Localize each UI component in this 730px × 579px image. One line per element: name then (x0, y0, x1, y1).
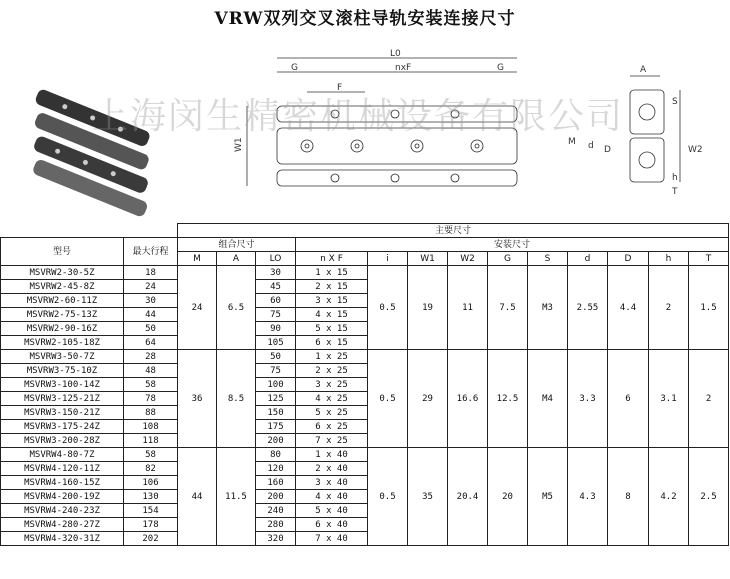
model-cell: MSVRW4-200-19Z (1, 490, 124, 504)
model-cell: MSVRW2-45-8Z (1, 280, 124, 294)
model-cell: MSVRW2-30-5Z (1, 266, 124, 280)
T-cell: 1.5 (689, 266, 729, 350)
stroke-cell: 64 (124, 336, 178, 350)
stroke-cell: 18 (124, 266, 178, 280)
d-cell: 4.3 (568, 448, 608, 546)
column-header: i (368, 252, 408, 266)
LO-cell: 80 (256, 448, 296, 462)
A-cell: 8.5 (217, 350, 256, 448)
D-cell: 6 (608, 350, 649, 448)
svg-text:W1: W1 (234, 137, 244, 152)
stroke-cell: 154 (124, 504, 178, 518)
nxf-cell: 4 x 40 (296, 490, 368, 504)
nxf-cell: 7 x 25 (296, 434, 368, 448)
watermark: 上海闵生精密机械设备有限公司 (92, 96, 625, 137)
stroke-cell: 58 (124, 448, 178, 462)
svg-text:W2: W2 (688, 145, 703, 155)
svg-text:D: D (604, 145, 611, 155)
svg-text:F: F (337, 83, 343, 93)
D-cell: 8 (608, 448, 649, 546)
model-cell: MSVRW3-75-10Z (1, 364, 124, 378)
G-cell: 12.5 (488, 350, 528, 448)
LO-cell: 105 (256, 336, 296, 350)
nxf-cell: 5 x 25 (296, 406, 368, 420)
nxf-cell: 1 x 15 (296, 266, 368, 280)
A-cell: 11.5 (217, 448, 256, 546)
column-header: LO (256, 252, 296, 266)
column-header: n X F (296, 252, 368, 266)
W2-cell: 20.4 (448, 448, 488, 546)
svg-text:h: h (672, 173, 678, 183)
svg-text:S: S (672, 97, 678, 107)
LO-cell: 75 (256, 308, 296, 322)
LO-cell: 100 (256, 378, 296, 392)
stroke-cell: 106 (124, 476, 178, 490)
nxf-cell: 1 x 40 (296, 448, 368, 462)
svg-text:M: M (568, 137, 576, 147)
column-header: T (689, 252, 729, 266)
M-cell: 36 (178, 350, 217, 448)
nxf-cell: 7 x 40 (296, 532, 368, 546)
model-cell: MSVRW4-80-7Z (1, 448, 124, 462)
nxf-cell: 2 x 15 (296, 280, 368, 294)
LO-cell: 200 (256, 490, 296, 504)
i-cell: 0.5 (368, 350, 408, 448)
stroke-cell: 24 (124, 280, 178, 294)
stroke-cell: 118 (124, 434, 178, 448)
model-cell: MSVRW2-105-18Z (1, 336, 124, 350)
column-header: W2 (448, 252, 488, 266)
stroke-cell: 28 (124, 350, 178, 364)
nxf-cell: 1 x 25 (296, 350, 368, 364)
model-cell: MSVRW2-60-11Z (1, 294, 124, 308)
model-cell: MSVRW4-120-11Z (1, 462, 124, 476)
spec-table (0, 223, 729, 546)
nxf-cell: 3 x 25 (296, 378, 368, 392)
stroke-cell: 30 (124, 294, 178, 308)
M-cell: 24 (178, 266, 217, 350)
nxf-cell: 2 x 40 (296, 462, 368, 476)
i-cell: 0.5 (368, 266, 408, 350)
table-row (1, 266, 729, 280)
d-cell: 2.55 (568, 266, 608, 350)
S-cell: M4 (528, 350, 568, 448)
stroke-cell: 82 (124, 462, 178, 476)
group-install-header: 安装尺寸 (296, 238, 729, 252)
nxf-cell: 2 x 25 (296, 364, 368, 378)
A-cell: 6.5 (217, 266, 256, 350)
T-cell: 2 (689, 350, 729, 448)
group-main-header: 主要尺寸 (178, 224, 729, 238)
svg-text:T: T (672, 187, 678, 197)
svg-text:d: d (588, 141, 594, 151)
model-cell: MSVRW3-100-14Z (1, 378, 124, 392)
svg-text:A: A (640, 65, 647, 75)
column-header: S (528, 252, 568, 266)
LO-cell: 75 (256, 364, 296, 378)
h-cell: 3.1 (649, 350, 689, 448)
svg-text:nxF: nxF (395, 63, 412, 73)
model-cell: MSVRW2-90-16Z (1, 322, 124, 336)
D-cell: 4.4 (608, 266, 649, 350)
column-header: d (568, 252, 608, 266)
svg-text:G: G (497, 63, 504, 73)
column-header: W1 (408, 252, 448, 266)
S-cell: M3 (528, 266, 568, 350)
G-cell: 7.5 (488, 266, 528, 350)
nxf-cell: 6 x 25 (296, 420, 368, 434)
header-row (1, 224, 729, 238)
model-header: 型号 (1, 238, 124, 266)
LO-cell: 160 (256, 476, 296, 490)
W2-cell: 16.6 (448, 350, 488, 448)
model-cell: MSVRW3-125-21Z (1, 392, 124, 406)
model-cell: MSVRW3-175-24Z (1, 420, 124, 434)
LO-cell: 320 (256, 532, 296, 546)
stroke-cell: 48 (124, 364, 178, 378)
model-cell: MSVRW4-160-15Z (1, 476, 124, 490)
nxf-cell: 4 x 25 (296, 392, 368, 406)
LO-cell: 125 (256, 392, 296, 406)
W1-cell: 19 (408, 266, 448, 350)
column-header: G (488, 252, 528, 266)
LO-cell: 50 (256, 350, 296, 364)
M-cell: 44 (178, 448, 217, 546)
stroke-cell: 178 (124, 518, 178, 532)
column-header: D (608, 252, 649, 266)
header-row (1, 238, 729, 252)
nxf-cell: 6 x 40 (296, 518, 368, 532)
model-cell: MSVRW3-200-28Z (1, 434, 124, 448)
stroke-cell: 130 (124, 490, 178, 504)
model-cell: MSVRW4-240-23Z (1, 504, 124, 518)
W1-cell: 35 (408, 448, 448, 546)
model-cell: MSVRW4-320-31Z (1, 532, 124, 546)
nxf-cell: 5 x 15 (296, 322, 368, 336)
LO-cell: 120 (256, 462, 296, 476)
i-cell: 0.5 (368, 448, 408, 546)
model-cell: MSVRW2-75-13Z (1, 308, 124, 322)
column-header: h (649, 252, 689, 266)
svg-text:G: G (291, 63, 298, 73)
stroke-cell: 88 (124, 406, 178, 420)
stroke-cell: 58 (124, 378, 178, 392)
group-assembly-header: 组合尺寸 (178, 238, 296, 252)
nxf-cell: 6 x 15 (296, 336, 368, 350)
stroke-cell: 202 (124, 532, 178, 546)
table-row (1, 448, 729, 462)
nxf-cell: 4 x 15 (296, 308, 368, 322)
page-title: VRW双列交叉滚柱导轨安装连接尺寸 (214, 9, 516, 29)
W2-cell: 11 (448, 266, 488, 350)
nxf-cell: 3 x 40 (296, 476, 368, 490)
stroke-cell: 44 (124, 308, 178, 322)
nxf-cell: 5 x 40 (296, 504, 368, 518)
column-header: M (178, 252, 217, 266)
h-cell: 2 (649, 266, 689, 350)
d-cell: 3.3 (568, 350, 608, 448)
stroke-cell: 78 (124, 392, 178, 406)
stroke-cell: 50 (124, 322, 178, 336)
h-cell: 4.2 (649, 448, 689, 546)
LO-cell: 175 (256, 420, 296, 434)
model-cell: MSVRW3-50-7Z (1, 350, 124, 364)
blank-cell (1, 224, 178, 238)
W1-cell: 29 (408, 350, 448, 448)
LO-cell: 45 (256, 280, 296, 294)
model-cell: MSVRW4-280-27Z (1, 518, 124, 532)
T-cell: 2.5 (689, 448, 729, 546)
model-cell: MSVRW3-150-21Z (1, 406, 124, 420)
stroke-header: 最大行程 (124, 238, 178, 266)
table-row (1, 350, 729, 364)
LO-cell: 200 (256, 434, 296, 448)
LO-cell: 150 (256, 406, 296, 420)
G-cell: 20 (488, 448, 528, 546)
S-cell: M5 (528, 448, 568, 546)
LO-cell: 240 (256, 504, 296, 518)
LO-cell: 60 (256, 294, 296, 308)
LO-cell: 30 (256, 266, 296, 280)
nxf-cell: 3 x 15 (296, 294, 368, 308)
stroke-cell: 108 (124, 420, 178, 434)
column-header: A (217, 252, 256, 266)
LO-cell: 280 (256, 518, 296, 532)
dim-label-L0: L0 (390, 49, 401, 59)
LO-cell: 90 (256, 322, 296, 336)
